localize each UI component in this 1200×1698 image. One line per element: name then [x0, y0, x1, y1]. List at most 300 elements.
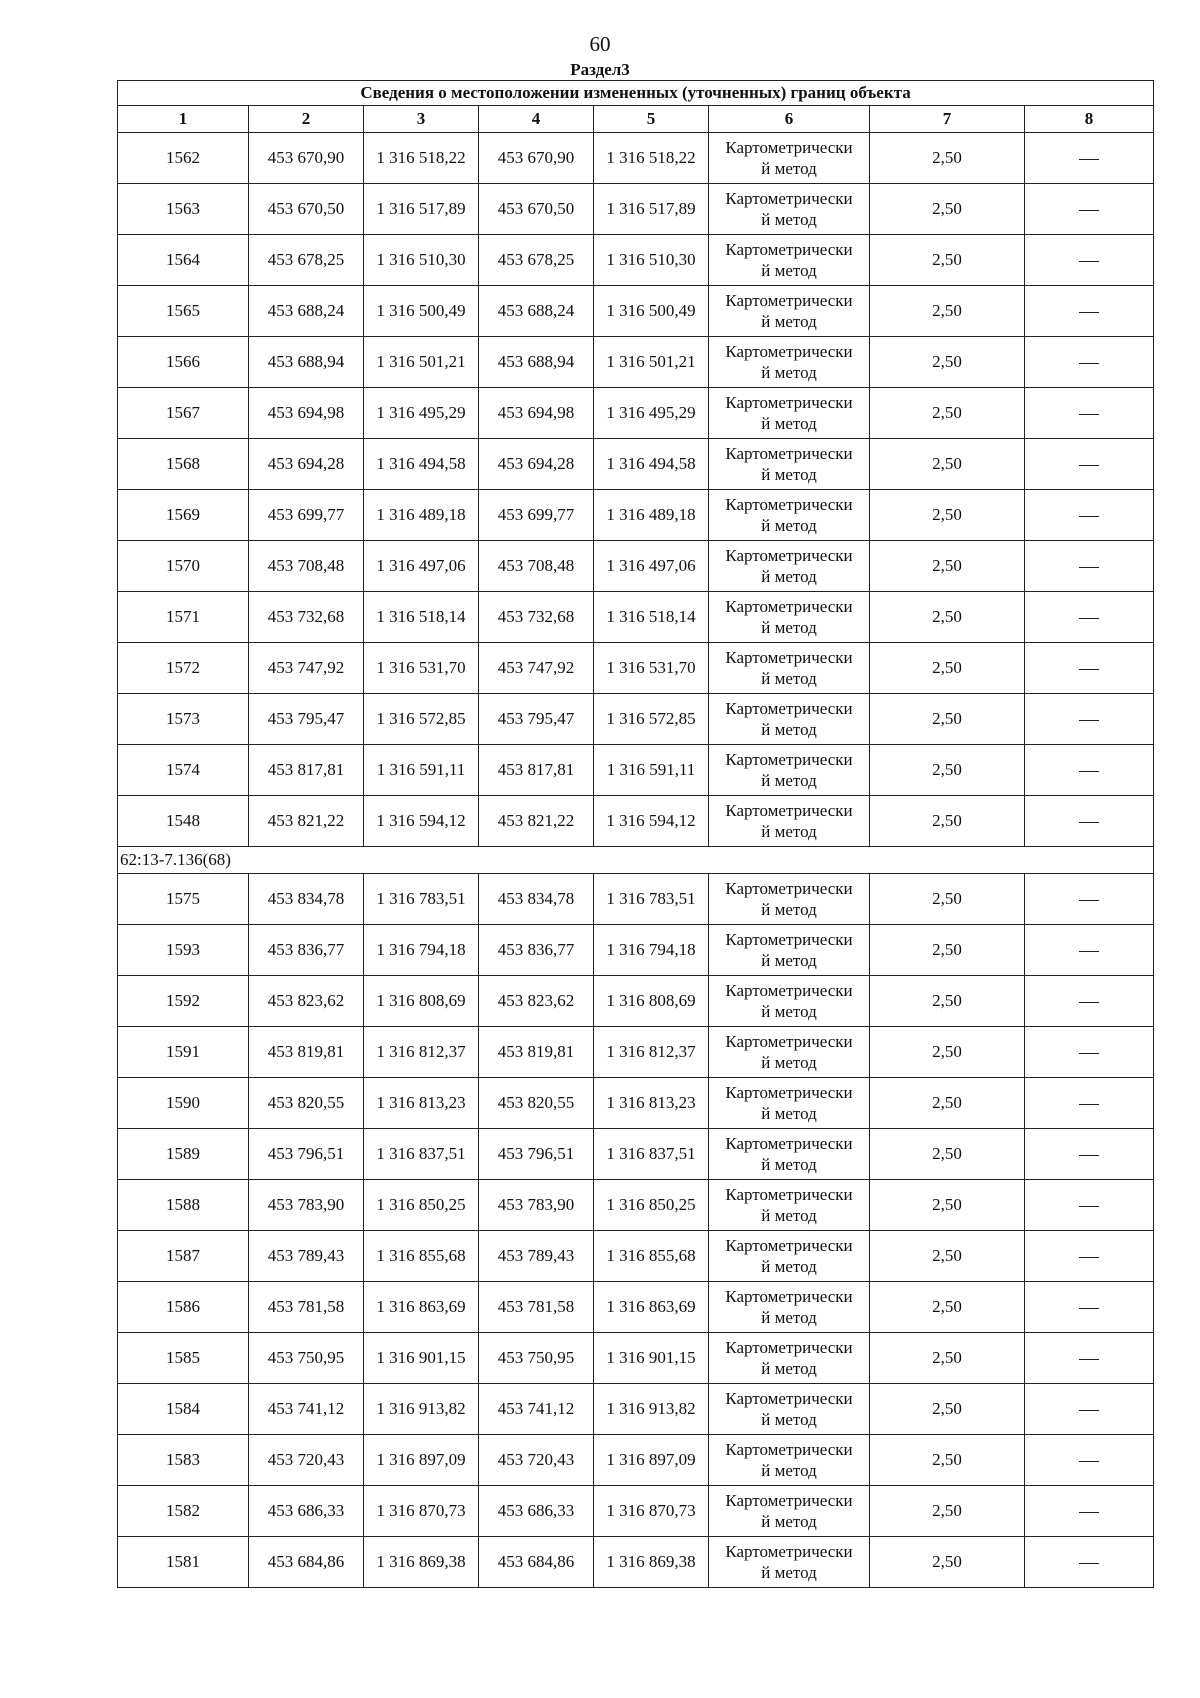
x-new-cell: 453 732,68 [479, 592, 594, 643]
y-old-cell: 1 316 913,82 [364, 1384, 479, 1435]
boundary-coordinates-table [117, 80, 1154, 1588]
method-line: й метод [761, 465, 817, 484]
y-new-cell: 1 316 869,38 [594, 1537, 709, 1588]
x-new-cell: 453 741,12 [479, 1384, 594, 1435]
dash-mark [1079, 261, 1099, 262]
method-cell [709, 1231, 870, 1282]
method-cell [709, 1486, 870, 1537]
method-cell [709, 745, 870, 796]
dash-mark [1079, 210, 1099, 211]
x-new-cell: 453 789,43 [479, 1231, 594, 1282]
table-row [118, 388, 1154, 439]
method-cell [709, 1129, 870, 1180]
column-header: 6 [709, 106, 870, 133]
method-line: Картометрически [725, 1440, 853, 1459]
x-old-cell: 453 699,77 [249, 490, 364, 541]
x-old-cell: 453 820,55 [249, 1078, 364, 1129]
x-old-cell: 453 720,43 [249, 1435, 364, 1486]
method-line: Картометрически [725, 1491, 853, 1510]
method-line: Картометрически [725, 1134, 853, 1153]
method-line: Картометрически [725, 699, 853, 718]
accuracy-cell: 2,50 [870, 184, 1025, 235]
x-new-cell: 453 694,28 [479, 439, 594, 490]
column-header: 1 [118, 106, 249, 133]
method-cell [709, 184, 870, 235]
point-number-cell: 1565 [118, 286, 249, 337]
method-line: й метод [761, 159, 817, 178]
accuracy-cell: 2,50 [870, 592, 1025, 643]
x-old-cell: 453 795,47 [249, 694, 364, 745]
table-row [118, 1435, 1154, 1486]
table-row [118, 286, 1154, 337]
method-line: й метод [761, 1104, 817, 1123]
note-cell [1025, 1282, 1154, 1333]
x-new-cell: 453 817,81 [479, 745, 594, 796]
y-old-cell: 1 316 869,38 [364, 1537, 479, 1588]
x-old-cell: 453 789,43 [249, 1231, 364, 1282]
method-cell [709, 439, 870, 490]
point-number-cell: 1569 [118, 490, 249, 541]
method-line: й метод [761, 1155, 817, 1174]
x-new-cell: 453 684,86 [479, 1537, 594, 1588]
y-new-cell: 1 316 497,06 [594, 541, 709, 592]
table-row [118, 490, 1154, 541]
note-cell [1025, 235, 1154, 286]
method-line: й метод [761, 1563, 817, 1582]
table-row [118, 439, 1154, 490]
column-header: 8 [1025, 106, 1154, 133]
accuracy-cell: 2,50 [870, 643, 1025, 694]
method-line: й метод [761, 1461, 817, 1480]
x-old-cell: 453 834,78 [249, 874, 364, 925]
y-new-cell: 1 316 808,69 [594, 976, 709, 1027]
method-line: й метод [761, 1002, 817, 1021]
method-line: й метод [761, 414, 817, 433]
note-cell [1025, 745, 1154, 796]
table-row [118, 1078, 1154, 1129]
dash-mark [1079, 1461, 1099, 1462]
method-line: Картометрически [725, 750, 853, 769]
point-number-cell: 1593 [118, 925, 249, 976]
dash-mark [1079, 1563, 1099, 1564]
x-new-cell: 453 823,62 [479, 976, 594, 1027]
y-new-cell: 1 316 812,37 [594, 1027, 709, 1078]
y-old-cell: 1 316 794,18 [364, 925, 479, 976]
method-cell [709, 1384, 870, 1435]
table-row [118, 337, 1154, 388]
accuracy-cell: 2,50 [870, 1333, 1025, 1384]
method-cell [709, 541, 870, 592]
table-row [118, 1537, 1154, 1588]
x-old-cell: 453 670,90 [249, 133, 364, 184]
column-header: 4 [479, 106, 594, 133]
x-new-cell: 453 670,50 [479, 184, 594, 235]
table-row [118, 235, 1154, 286]
y-new-cell: 1 316 813,23 [594, 1078, 709, 1129]
point-number-cell: 1583 [118, 1435, 249, 1486]
group-row [118, 847, 1154, 874]
x-new-cell: 453 750,95 [479, 1333, 594, 1384]
x-old-cell: 453 694,98 [249, 388, 364, 439]
method-line: й метод [761, 618, 817, 637]
x-new-cell: 453 747,92 [479, 643, 594, 694]
method-cell [709, 1282, 870, 1333]
method-line: Картометрически [725, 801, 853, 820]
table-row [118, 541, 1154, 592]
point-number-cell: 1564 [118, 235, 249, 286]
note-cell [1025, 1180, 1154, 1231]
method-cell [709, 337, 870, 388]
accuracy-cell: 2,50 [870, 439, 1025, 490]
dash-mark [1079, 567, 1099, 568]
point-number-cell: 1573 [118, 694, 249, 745]
method-line: й метод [761, 1206, 817, 1225]
x-new-cell: 453 796,51 [479, 1129, 594, 1180]
note-cell [1025, 490, 1154, 541]
y-old-cell: 1 316 531,70 [364, 643, 479, 694]
point-number-cell: 1588 [118, 1180, 249, 1231]
point-number-cell: 1586 [118, 1282, 249, 1333]
y-old-cell: 1 316 517,89 [364, 184, 479, 235]
table-row [118, 1180, 1154, 1231]
method-line: й метод [761, 1053, 817, 1072]
point-number-cell: 1548 [118, 796, 249, 847]
x-old-cell: 453 732,68 [249, 592, 364, 643]
y-new-cell: 1 316 783,51 [594, 874, 709, 925]
point-number-cell: 1581 [118, 1537, 249, 1588]
method-cell [709, 796, 870, 847]
dash-mark [1079, 1257, 1099, 1258]
method-cell [709, 1333, 870, 1384]
method-cell [709, 694, 870, 745]
x-old-cell: 453 678,25 [249, 235, 364, 286]
method-cell [709, 235, 870, 286]
dash-mark [1079, 1053, 1099, 1054]
x-new-cell: 453 795,47 [479, 694, 594, 745]
column-header: 5 [594, 106, 709, 133]
y-old-cell: 1 316 495,29 [364, 388, 479, 439]
method-line: й метод [761, 210, 817, 229]
accuracy-cell: 2,50 [870, 133, 1025, 184]
x-new-cell: 453 820,55 [479, 1078, 594, 1129]
table-row [118, 976, 1154, 1027]
table-row [118, 1027, 1154, 1078]
y-new-cell: 1 316 531,70 [594, 643, 709, 694]
y-old-cell: 1 316 812,37 [364, 1027, 479, 1078]
method-line: Картометрически [725, 1542, 853, 1561]
point-number-cell: 1570 [118, 541, 249, 592]
accuracy-cell: 2,50 [870, 1384, 1025, 1435]
method-line: й метод [761, 1359, 817, 1378]
table-row [118, 184, 1154, 235]
method-line: Картометрически [725, 597, 853, 616]
method-line: Картометрически [725, 930, 853, 949]
x-new-cell: 453 670,90 [479, 133, 594, 184]
method-cell [709, 1078, 870, 1129]
method-line: й метод [761, 363, 817, 382]
note-cell [1025, 796, 1154, 847]
table-row [118, 796, 1154, 847]
note-cell [1025, 643, 1154, 694]
accuracy-cell: 2,50 [870, 235, 1025, 286]
point-number-cell: 1567 [118, 388, 249, 439]
x-new-cell: 453 836,77 [479, 925, 594, 976]
method-line: й метод [761, 261, 817, 280]
point-number-cell: 1592 [118, 976, 249, 1027]
column-header-row [118, 106, 1154, 133]
y-new-cell: 1 316 500,49 [594, 286, 709, 337]
x-new-cell: 453 819,81 [479, 1027, 594, 1078]
dash-mark [1079, 465, 1099, 466]
table-row [118, 745, 1154, 796]
dash-mark [1079, 669, 1099, 670]
accuracy-cell: 2,50 [870, 874, 1025, 925]
method-line: й метод [761, 771, 817, 790]
y-old-cell: 1 316 489,18 [364, 490, 479, 541]
y-old-cell: 1 316 808,69 [364, 976, 479, 1027]
method-cell [709, 976, 870, 1027]
x-new-cell: 453 783,90 [479, 1180, 594, 1231]
x-old-cell: 453 783,90 [249, 1180, 364, 1231]
y-old-cell: 1 316 837,51 [364, 1129, 479, 1180]
table-caption: Сведения о местоположении измененных (уточненных) границ объекта [118, 81, 1154, 106]
accuracy-cell: 2,50 [870, 1129, 1025, 1180]
y-old-cell: 1 316 518,14 [364, 592, 479, 643]
method-line: й метод [761, 900, 817, 919]
x-new-cell: 453 781,58 [479, 1282, 594, 1333]
x-new-cell: 453 688,94 [479, 337, 594, 388]
method-cell [709, 490, 870, 541]
accuracy-cell: 2,50 [870, 976, 1025, 1027]
method-line: Картометрически [725, 1083, 853, 1102]
dash-mark [1079, 1002, 1099, 1003]
note-cell [1025, 694, 1154, 745]
method-line: Картометрически [725, 648, 853, 667]
method-line: Картометрически [725, 546, 853, 565]
method-line: й метод [761, 951, 817, 970]
method-cell [709, 1435, 870, 1486]
y-old-cell: 1 316 494,58 [364, 439, 479, 490]
note-cell [1025, 1435, 1154, 1486]
y-new-cell: 1 316 510,30 [594, 235, 709, 286]
x-new-cell: 453 720,43 [479, 1435, 594, 1486]
y-old-cell: 1 316 500,49 [364, 286, 479, 337]
y-new-cell: 1 316 489,18 [594, 490, 709, 541]
dash-mark [1079, 1206, 1099, 1207]
method-line: Картометрически [725, 1236, 853, 1255]
note-cell [1025, 1333, 1154, 1384]
x-old-cell: 453 750,95 [249, 1333, 364, 1384]
method-line: Картометрически [725, 1389, 853, 1408]
accuracy-cell: 2,50 [870, 1537, 1025, 1588]
x-old-cell: 453 821,22 [249, 796, 364, 847]
note-cell [1025, 1078, 1154, 1129]
x-old-cell: 453 694,28 [249, 439, 364, 490]
note-cell [1025, 337, 1154, 388]
point-number-cell: 1591 [118, 1027, 249, 1078]
note-cell [1025, 439, 1154, 490]
table-row [118, 925, 1154, 976]
y-new-cell: 1 316 494,58 [594, 439, 709, 490]
x-old-cell: 453 684,86 [249, 1537, 364, 1588]
x-old-cell: 453 708,48 [249, 541, 364, 592]
dash-mark [1079, 516, 1099, 517]
method-cell [709, 874, 870, 925]
y-new-cell: 1 316 518,14 [594, 592, 709, 643]
table-row [118, 1384, 1154, 1435]
x-old-cell: 453 670,50 [249, 184, 364, 235]
dash-mark [1079, 1104, 1099, 1105]
x-old-cell: 453 823,62 [249, 976, 364, 1027]
accuracy-cell: 2,50 [870, 337, 1025, 388]
y-old-cell: 1 316 855,68 [364, 1231, 479, 1282]
point-number-cell: 1584 [118, 1384, 249, 1435]
accuracy-cell: 2,50 [870, 388, 1025, 439]
y-old-cell: 1 316 497,06 [364, 541, 479, 592]
dash-mark [1079, 822, 1099, 823]
method-line: Картометрически [725, 1338, 853, 1357]
accuracy-cell: 2,50 [870, 694, 1025, 745]
dash-mark [1079, 720, 1099, 721]
y-new-cell: 1 316 913,82 [594, 1384, 709, 1435]
point-number-cell: 1590 [118, 1078, 249, 1129]
column-header: 7 [870, 106, 1025, 133]
accuracy-cell: 2,50 [870, 1486, 1025, 1537]
point-number-cell: 1575 [118, 874, 249, 925]
column-header: 2 [249, 106, 364, 133]
method-cell [709, 643, 870, 694]
dash-mark [1079, 951, 1099, 952]
y-new-cell: 1 316 897,09 [594, 1435, 709, 1486]
x-old-cell: 453 686,33 [249, 1486, 364, 1537]
method-cell [709, 286, 870, 337]
x-old-cell: 453 741,12 [249, 1384, 364, 1435]
note-cell [1025, 1027, 1154, 1078]
y-old-cell: 1 316 783,51 [364, 874, 479, 925]
x-new-cell: 453 688,24 [479, 286, 594, 337]
dash-mark [1079, 618, 1099, 619]
note-cell [1025, 1231, 1154, 1282]
accuracy-cell: 2,50 [870, 1027, 1025, 1078]
y-new-cell: 1 316 594,12 [594, 796, 709, 847]
dash-mark [1079, 363, 1099, 364]
y-new-cell: 1 316 863,69 [594, 1282, 709, 1333]
accuracy-cell: 2,50 [870, 286, 1025, 337]
table-row [118, 643, 1154, 694]
y-old-cell: 1 316 572,85 [364, 694, 479, 745]
x-old-cell: 453 836,77 [249, 925, 364, 976]
accuracy-cell: 2,50 [870, 1282, 1025, 1333]
method-line: й метод [761, 1410, 817, 1429]
section-title: Раздел3 [570, 60, 630, 79]
y-new-cell: 1 316 870,73 [594, 1486, 709, 1537]
table-row [118, 1282, 1154, 1333]
point-number-cell: 1585 [118, 1333, 249, 1384]
x-old-cell: 453 688,94 [249, 337, 364, 388]
x-new-cell: 453 834,78 [479, 874, 594, 925]
note-cell [1025, 1486, 1154, 1537]
accuracy-cell: 2,50 [870, 925, 1025, 976]
x-old-cell: 453 819,81 [249, 1027, 364, 1078]
point-number-cell: 1563 [118, 184, 249, 235]
table-row [118, 874, 1154, 925]
y-old-cell: 1 316 518,22 [364, 133, 479, 184]
accuracy-cell: 2,50 [870, 1231, 1025, 1282]
x-new-cell: 453 686,33 [479, 1486, 594, 1537]
dash-mark [1079, 900, 1099, 901]
x-new-cell: 453 821,22 [479, 796, 594, 847]
note-cell [1025, 925, 1154, 976]
y-old-cell: 1 316 863,69 [364, 1282, 479, 1333]
method-line: й метод [761, 1308, 817, 1327]
method-line: Картометрически [725, 444, 853, 463]
method-line: й метод [761, 516, 817, 535]
note-cell [1025, 976, 1154, 1027]
method-line: й метод [761, 822, 817, 841]
y-old-cell: 1 316 850,25 [364, 1180, 479, 1231]
method-line: Картометрически [725, 1032, 853, 1051]
x-old-cell: 453 747,92 [249, 643, 364, 694]
column-header: 3 [364, 106, 479, 133]
accuracy-cell: 2,50 [870, 1435, 1025, 1486]
point-number-cell: 1587 [118, 1231, 249, 1282]
accuracy-cell: 2,50 [870, 490, 1025, 541]
x-new-cell: 453 699,77 [479, 490, 594, 541]
y-old-cell: 1 316 870,73 [364, 1486, 479, 1537]
y-old-cell: 1 316 813,23 [364, 1078, 479, 1129]
point-number-cell: 1582 [118, 1486, 249, 1537]
x-new-cell: 453 694,98 [479, 388, 594, 439]
y-old-cell: 1 316 510,30 [364, 235, 479, 286]
point-number-cell: 1566 [118, 337, 249, 388]
note-cell [1025, 388, 1154, 439]
y-new-cell: 1 316 794,18 [594, 925, 709, 976]
table-row [118, 694, 1154, 745]
accuracy-cell: 2,50 [870, 541, 1025, 592]
table-row [118, 592, 1154, 643]
method-cell [709, 592, 870, 643]
x-old-cell: 453 796,51 [249, 1129, 364, 1180]
dash-mark [1079, 1410, 1099, 1411]
y-new-cell: 1 316 501,21 [594, 337, 709, 388]
x-old-cell: 453 817,81 [249, 745, 364, 796]
table-row [118, 133, 1154, 184]
dash-mark [1079, 312, 1099, 313]
method-line: Картометрически [725, 879, 853, 898]
method-line: й метод [761, 669, 817, 688]
point-number-cell: 1562 [118, 133, 249, 184]
dash-mark [1079, 771, 1099, 772]
note-cell [1025, 1384, 1154, 1435]
method-cell [709, 133, 870, 184]
method-line: Картометрически [725, 1185, 853, 1204]
method-line: Картометрически [725, 495, 853, 514]
dash-mark [1079, 414, 1099, 415]
point-number-cell: 1568 [118, 439, 249, 490]
table-body [118, 133, 1154, 1588]
y-new-cell: 1 316 850,25 [594, 1180, 709, 1231]
method-line: Картометрически [725, 138, 853, 157]
accuracy-cell: 2,50 [870, 1078, 1025, 1129]
method-line: Картометрически [725, 393, 853, 412]
y-new-cell: 1 316 495,29 [594, 388, 709, 439]
method-line: й метод [761, 567, 817, 586]
y-new-cell: 1 316 517,89 [594, 184, 709, 235]
point-number-cell: 1574 [118, 745, 249, 796]
page-number: 60 [589, 32, 611, 56]
dash-mark [1079, 159, 1099, 160]
y-old-cell: 1 316 901,15 [364, 1333, 479, 1384]
